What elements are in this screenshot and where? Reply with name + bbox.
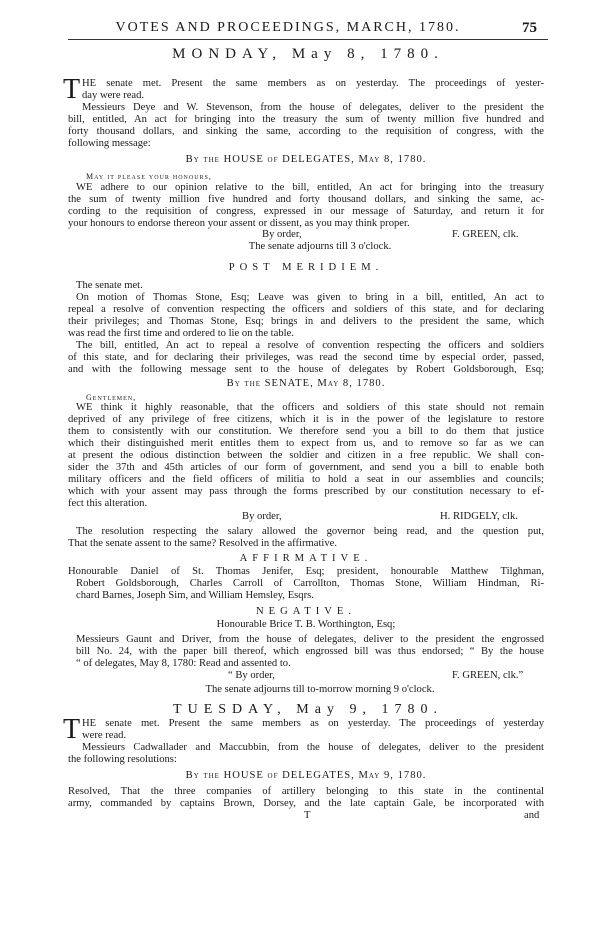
monday-message-line: WE adhere to our opinion relative to the bill, entitled, An act for bringing into the treasury [76, 182, 544, 193]
tuesday-heading: TUESDAY, May 9, 1780. [173, 702, 443, 717]
pm-line: and with the following message sent to the house of delegates by Robert Goldsborough, Esq; [68, 364, 544, 375]
pm-message-line: them to consistently with our constitution. We therefore send you a bill to do them that justice [68, 426, 544, 437]
tuesday-line: HE senate met. Present the same members as on yesterday. The proceedings of yesterday [82, 718, 544, 729]
pm-line: of this state, and for declaring their privileges, was read the second time by especial order, passed, [68, 352, 544, 363]
tuesday-line: were read. [82, 730, 127, 741]
catchword: and [524, 810, 540, 821]
monday-message-heading: By the HOUSE of DELEGATES, May 8, 1780. [185, 154, 427, 165]
pm-line: repeal a resolve of convention respecting the officers and soldiers of this state, and for declaring [68, 304, 544, 315]
monday-signature: F. GREEN, clk. [452, 229, 519, 240]
affirmative-line: Honourable Daniel of St. Thomas Jenifer, Esq; president, honourable Matthew Tilghman, [68, 566, 544, 577]
engrossed-line: “ of delegates, May 8, 1780: Read and assented to. [76, 658, 291, 669]
monday-adjourn: The senate adjourns till 3 o'clock. [248, 241, 392, 252]
pm-line: The senate met. [76, 280, 143, 291]
page-number: 75 [522, 20, 537, 36]
resolved-line: army, commanded by captains Brown, Dorsey, and the late captain Gale, be incorporated with [68, 798, 544, 809]
tuesday-line: the following resolutions: [68, 754, 177, 765]
resolved-line: Resolved, That the three companies of artillery belonging to this state in the continental [68, 786, 544, 797]
resolution-line: The resolution respecting the salary allowed the governor being read, and the question put, [76, 526, 544, 537]
affirmative-line: Robert Goldsborough, Charles Carroll of Carrollton, Thomas Stone, William Hindman, Ri- [76, 578, 544, 589]
negative-heading: NEGATIVE. [255, 606, 357, 617]
monday-line: bill, entitled, An act for bringing into the treasury the sum of twenty million five hundred and [68, 114, 544, 125]
signature-mark: T [304, 810, 311, 821]
monday-line: HE senate met. Present the same members as on yesterday. The proceedings of yester- [82, 78, 544, 89]
pm-signature: H. RIDGELY, clk. [440, 511, 518, 522]
engrossed-line: Messieurs Gaunt and Driver, from the house of delegates, deliver to the president the engrossed [76, 634, 544, 645]
monday-heading: MONDAY, May 8, 1780. [172, 46, 444, 62]
negative-line: Honourable Brice T. B. Worthington, Esq; [216, 619, 396, 630]
pm-message-line: deprived of any privilege of free citizens, which it is in the power of the legislature to restore [68, 414, 544, 425]
tuesday-message-heading: By the HOUSE of DELEGATES, May 9, 1780. [185, 770, 427, 781]
monday-dropcap: T [63, 74, 81, 105]
pm-line: their privileges; and Thomas Stone, Esq; brings in and delivers to the president the same, which [68, 316, 544, 327]
pm-line: On motion of Thomas Stone, Esq; Leave was given to bring in a bill, entitled, An act to [76, 292, 544, 303]
pm-adjourn: The senate adjourns till to-morrow morning 9 o'clock. [205, 684, 435, 695]
monday-message-line: the sum of twenty million five hundred and forty thousand dollars, and sinking the same, ac- [68, 194, 544, 205]
quoted-signature: F. GREEN, clk.” [452, 670, 524, 681]
monday-message-line: your honours to endorse thereon your assent or dissent, as you may think proper. [68, 218, 410, 229]
pm-salutation: Gentlemen, [86, 393, 137, 402]
pm-message-line: at present the odious distinction between the soldier and citizen in a free republic. We shall con- [68, 450, 544, 461]
monday-salutation: May it please your honours, [86, 172, 212, 181]
tuesday-line: Messieurs Cadwallader and Maccubbin, from the house of delegates, deliver to the president [82, 742, 544, 753]
monday-line: forty thousand dollars, and sinking the same, according to the requisition of congress, with the [68, 126, 544, 137]
monday-by-order: By order, [262, 229, 302, 240]
post-meridiem-heading: POST MERIDIEM. [228, 262, 384, 273]
pm-message-line: sider the 37th and 45th articles of our form of government, and send you a bill to enable both [68, 462, 544, 473]
monday-line: Messieurs Deye and W. Stevenson, from the house of delegates, deliver to the president the [82, 102, 544, 113]
pm-message-line: fect this alteration. [68, 498, 148, 509]
monday-message-line: cording to the requisition of congress, expressed in our message of Saturday, and return it for [68, 206, 544, 217]
affirmative-line: chard Barnes, Joseph Sim, and William Hemsley, Esqrs. [76, 590, 314, 601]
tuesday-dropcap: T [63, 714, 81, 745]
pm-by-order: By order, [242, 511, 282, 522]
header-rule [68, 39, 548, 40]
pm-message-line: which with your assent may pass through the forms prescribed by our constitution necessary to ef- [68, 486, 544, 497]
monday-line: day were read. [82, 90, 145, 101]
running-title: VOTES AND PROCEEDINGS, MARCH, 1780. [115, 20, 461, 35]
pm-line: was read the first time and ordered to lie on the table. [68, 328, 294, 339]
engrossed-line: bill No. 24, with the paper bill thereof, which engrossed bill was thus endorsed; “ By the house [76, 646, 544, 657]
pm-message-line: WE think it highly reasonable, that the officers and soldiers of this state should not remain [76, 402, 544, 413]
monday-line: following message: [68, 138, 151, 149]
pm-message-line: military officers and the field officers of militia to hold a seat in our assemblies and councils; [68, 474, 544, 485]
resolution-line: That the senate assent to the same? Resolved in the affirmative. [68, 538, 337, 549]
affirmative-heading: AFFIRMATIVE. [239, 553, 373, 564]
pm-line: The bill, entitled, An act to repeal a resolve of convention respecting the officers and soldiers [76, 340, 544, 351]
pm-message-line: which their distinguished merit entitles them to expect from us, and to remove so far as we can [68, 438, 544, 449]
quoted-by-order: “ By order, [228, 670, 275, 681]
pm-message-heading: By the SENATE, May 8, 1780. [226, 378, 386, 389]
